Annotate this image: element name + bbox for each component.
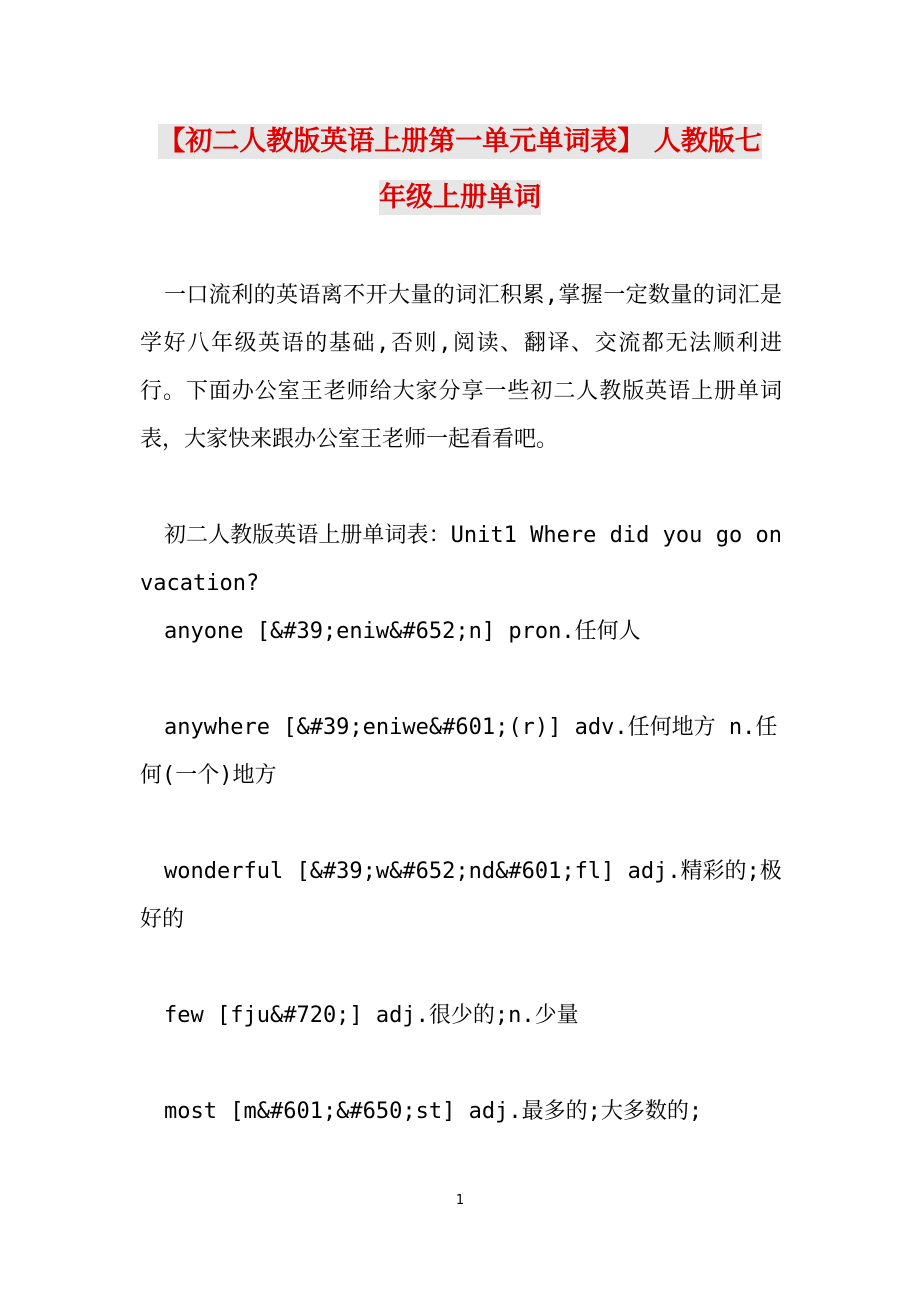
page-number: 1 xyxy=(455,1193,465,1208)
word-entry-wonderful: wonderful [&#39;w&#652;nd&#601;fl] adj.精彩的;极好的 xyxy=(140,859,782,932)
unit-heading: 初二人教版英语上册单词表：Unit1 Where did you go on vacation? xyxy=(140,523,782,596)
word-entry-anywhere: anywhere [&#39;eniwe&#601;(r)] adv.任何地方 n.任何(一个)地方 xyxy=(140,715,778,788)
intro-paragraph: 一口流利的英语离不开大量的词汇积累,掌握一定数量的词汇是学好八年级英语的基础,否则,阅读、翻译、交流都无法顺利进行。下面办公室王老师给大家分享一些初二人教版英语上册单词表，大家快来跟办公室王老师一起看看吧。 xyxy=(140,283,782,452)
title-line-2: 年级上册单词 xyxy=(379,182,541,213)
title-line-1: 【初二人教版英语上册第一单元单词表】 人教版七 xyxy=(158,126,762,157)
document-title xyxy=(140,114,780,226)
word-entry-few: few [fju&#720;] adj.很少的;n.少量 xyxy=(164,1003,579,1028)
word-entry-anyone: anyone [&#39;eniw&#652;n] pron.任何人 xyxy=(164,619,641,644)
word-entry-most: most [m&#601;&#650;st] adj.最多的;大多数的; xyxy=(164,1099,703,1124)
